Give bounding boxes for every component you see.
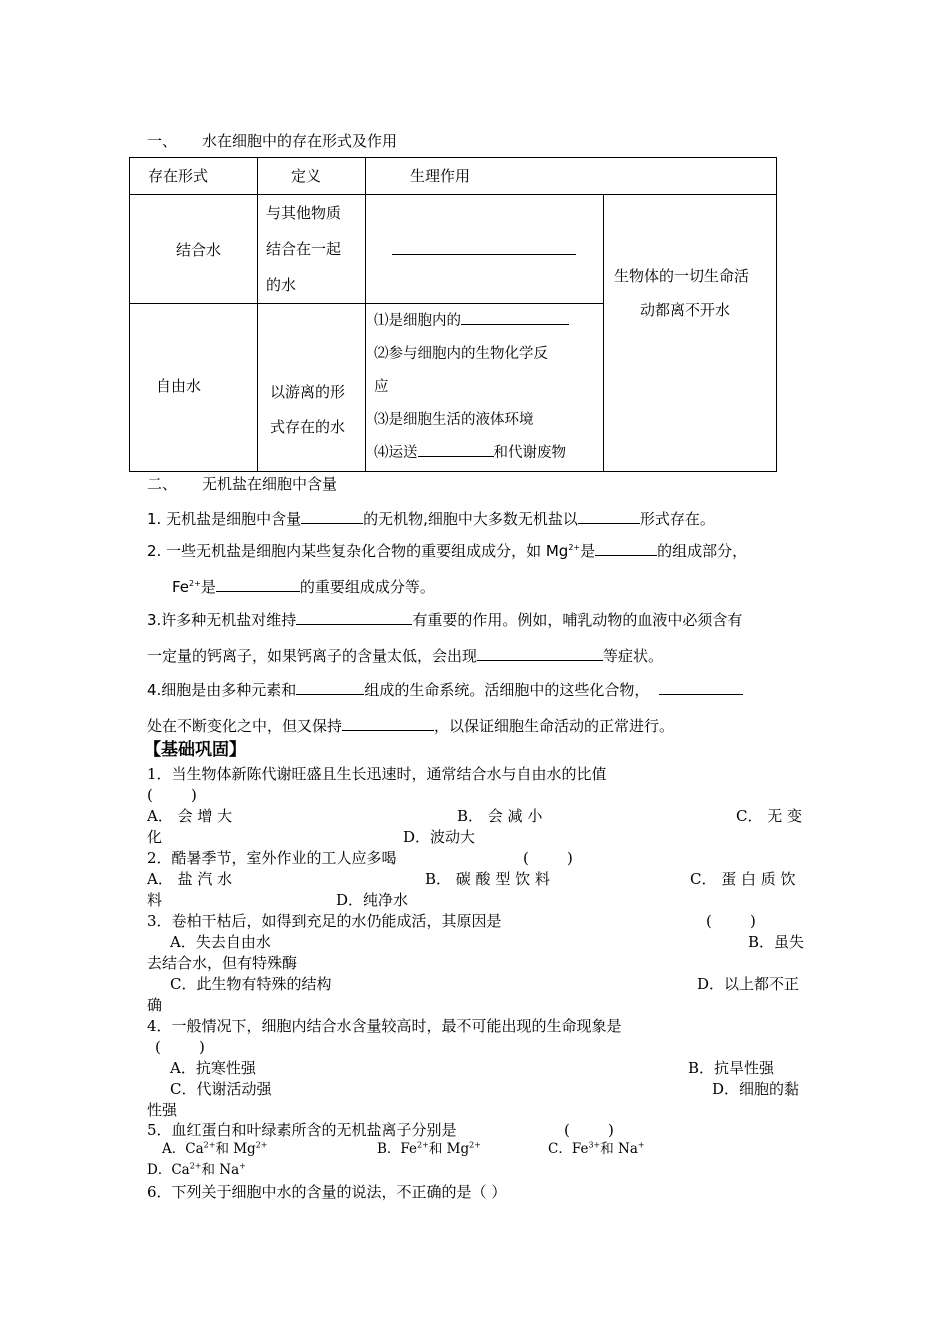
q4-option-a: A．抗寒性强 (170, 1059, 256, 1077)
q3-option-b: B．虽失 (748, 933, 805, 951)
q2-option-c-cont: 料 (147, 891, 163, 909)
q5-stem: 5．血红蛋白和叶绿素所含的无机盐离子分别是 (147, 1121, 457, 1139)
blank-line (296, 610, 412, 625)
q2-option-d: D．纯净水 (336, 891, 409, 909)
q1-option-c-cont: 化 (147, 828, 163, 846)
q1-stem: 1．当生物体新陈代谢旺盛且生长迅速时，通常结合水与自由水的比值 (147, 765, 607, 783)
q3-option-d: D．以上都不正 (697, 975, 800, 993)
heading-basic-consolidation: 【基础巩固】 (144, 740, 246, 760)
merged-line: 生物体的一切生命活 (614, 267, 750, 285)
q1-option-b: B． 会 减 小 (457, 807, 543, 825)
cell-free-water-definition (258, 304, 366, 472)
header-form: 存在形式 (130, 158, 258, 195)
q5-option-b: B．$Fe^{2+}$和 $Mg^{2+}$ (377, 1140, 481, 1157)
blank-line (392, 240, 576, 255)
q3-option-d-cont: 确 (147, 996, 163, 1014)
q5-option-a: A．$Ca^{2+}$和 $Mg^{2+}$ (162, 1140, 268, 1157)
cell-free-water-function (366, 304, 604, 472)
cell-bound-water-definition (258, 195, 366, 304)
q1-answer-paren: ( ) (147, 786, 197, 804)
blank-line (659, 680, 743, 695)
q4-option-c: C．代谢活动强 (170, 1080, 272, 1098)
def-line: 以游离的形 (270, 382, 346, 401)
blank-line (301, 509, 363, 524)
func-1: ⑴是细胞内的 (374, 313, 461, 329)
q6-stem: 6．下列关于细胞中水的含量的说法，不正确的是（ ） (147, 1183, 507, 1201)
q1-option-d: D．波动大 (403, 828, 476, 846)
q2-answer-paren: ( ) (523, 849, 573, 867)
q5-option-d: D．$Ca^{2+}$和 Na+ (147, 1161, 246, 1178)
def-line: 的水 (266, 276, 297, 294)
paragraph-4-line-2: 处在不断变化之中，但又保持 ，以保证细胞生命活动的正常进行。 (147, 717, 675, 735)
table-header-row (130, 158, 777, 195)
q3-stem: 3．卷柏干枯后，如得到充足的水仍能成活，其原因是 (147, 912, 502, 930)
paragraph-2-line-2: $Fe^{2+}$是 的重要组成成分等。 (172, 578, 435, 596)
section-2-number: 二、 (147, 475, 178, 493)
table-row-bound-water (130, 195, 777, 304)
blank-line (342, 716, 434, 731)
q4-stem: 4．一般情况下，细胞内结合水含量较高时，最不可能出现的生命现象是 (147, 1017, 622, 1035)
section-2-heading (147, 475, 337, 493)
q2-option-a: A． 盐 汽 水 (147, 870, 233, 888)
q2-stem: 2．酷暑季节，室外作业的工人应多喝 (147, 849, 397, 867)
blank-line (296, 680, 364, 695)
section-1-title: 水在细胞中的存在形式及作用 (202, 132, 398, 150)
func-3: ⑶是细胞生活的液体环境 (374, 412, 534, 428)
def-line: 式存在的水 (270, 417, 346, 436)
cell-merged-function (604, 195, 777, 472)
q1-option-a: A． 会 增 大 (147, 807, 233, 825)
q4-option-b: B．抗旱性强 (688, 1059, 775, 1077)
blank-line (418, 442, 494, 457)
paragraph-1: 1. 无机盐是细胞中含量 的无机物,细胞中大多数无机盐以 形式存在。 (147, 510, 715, 528)
header-definition: 定义 (258, 158, 366, 195)
paragraph-2-line-1: 2. 一些无机盐是细胞内某些复杂化合物的重要组成成分，如 $Mg^{2+}$是 的组成部分， (147, 542, 748, 560)
q4-option-d: D．细胞的黏 (712, 1080, 800, 1098)
q3-option-a: A．失去自由水 (170, 933, 271, 951)
q5-answer-paren: ( ) (564, 1121, 614, 1139)
header-function: 生理作用 (366, 158, 777, 195)
q5-option-c: C．$Fe^{3+}$和 Na+ (548, 1140, 645, 1157)
paragraph-3-line-1: 3.许多种无机盐对维持 有重要的作用。例如，哺乳动物的血液中必须含有 (147, 611, 743, 629)
q4-option-d-cont: 性强 (147, 1101, 178, 1119)
blank-line (477, 646, 603, 661)
blank-line (461, 310, 569, 325)
section-1-heading (147, 132, 397, 150)
func-2: ⑵参与细胞内的生物化学反 (374, 346, 548, 362)
func-4-suffix: 和代谢废物 (493, 445, 566, 461)
def-line: 与其他物质 (266, 204, 342, 222)
q3-option-c: C．此生物有特殊的结构 (170, 975, 332, 993)
q2-option-b: B． 碳 酸 型 饮 料 (425, 870, 550, 888)
paragraph-4-line-1: 4.细胞是由多种元素和 组成的生命系统。活细胞中的这些化合物， (147, 680, 743, 699)
q3-option-b-cont: 去结合水，但有特殊酶 (147, 954, 298, 972)
water-forms-table (129, 157, 777, 472)
blank-line (578, 509, 640, 524)
cell-free-water-form: 自由水 (130, 304, 258, 472)
def-line: 结合在一起 (266, 240, 342, 258)
q4-answer-paren: ( ) (155, 1038, 205, 1056)
cell-bound-water-function (366, 195, 604, 304)
section-1-number: 一、 (147, 132, 178, 150)
section-2-title: 无机盐在细胞中含量 (202, 475, 338, 493)
blank-line (216, 577, 300, 592)
cell-bound-water-form: 结合水 (130, 195, 258, 304)
func-4: ⑷运送 (374, 445, 418, 461)
blank-line (595, 541, 657, 556)
func-2-cont: 应 (374, 379, 389, 395)
merged-line: 动都离不开水 (640, 301, 731, 319)
q1-option-c: C． 无 变 (736, 807, 803, 825)
q2-option-c: C． 蛋 白 质 饮 (690, 870, 796, 888)
paragraph-3-line-2: 一定量的钙离子，如果钙离子的含量太低，会出现 等症状。 (147, 647, 664, 665)
q3-answer-paren: ( ) (706, 912, 756, 930)
